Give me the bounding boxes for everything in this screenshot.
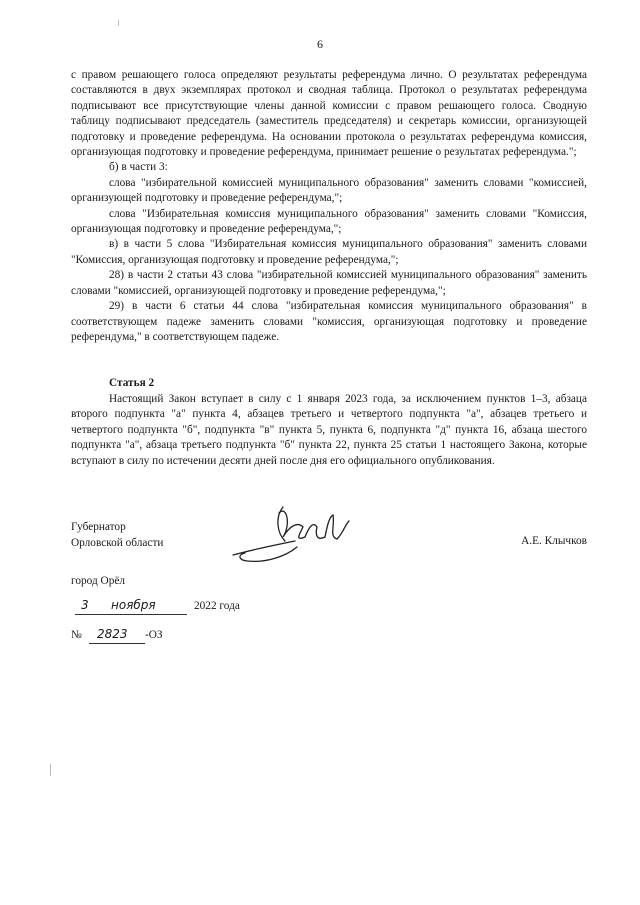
handwritten-signature — [225, 497, 365, 577]
paragraph: слова "Избирательная комиссия муниципального образования" заменить словами "Комиссия, организующая подготовку и проведение референдума,"; — [71, 207, 587, 236]
signatory-title-line: Губернатор — [71, 521, 126, 533]
signatory-title — [71, 519, 163, 551]
paragraph: 28) в части 2 статьи 43 слова "избирательной комиссией муниципального образования" заменить словами "комиссией, организующей подготовку и проведение референдума,"; — [71, 269, 587, 297]
margin-mark — [118, 20, 119, 26]
date-month: ноября — [111, 598, 156, 612]
number-suffix: -ОЗ — [145, 629, 163, 641]
date-year: 2022 года — [194, 600, 240, 612]
paragraph: слова "избирательной комиссией муниципального образования" заменить словами "комиссией, организующей подготовку и проведение референдума,"; — [71, 176, 587, 205]
signatory-name: А.Е. Клычков — [521, 535, 587, 547]
paragraph: 29) в части 6 статьи 44 слова "избирательная комиссия муниципального образования" в соответствующем падеже заменить словами "комиссия, организующая подготовку и проведение референдума," в соответствующем падеже. — [71, 300, 587, 343]
signatory-title-line: Орловской области — [71, 537, 164, 549]
number-value: 2823 — [97, 627, 128, 641]
number-prefix: № — [71, 629, 82, 641]
paragraph: в) в части 5 слова "Избирательная комиссия муниципального образования" заменить словами "Комиссия, организующая подготовку и проведение референдума,"; — [71, 238, 587, 266]
city: город Орёл — [71, 575, 126, 587]
body-text — [71, 68, 587, 345]
page-number: 6 — [317, 37, 323, 51]
article-body: Настоящий Закон вступает в силу с 1 января 2023 года, за исключением пунктов 1–3, абзаца второго подпункта "а" пункта 4, абзацев третьего и четвертого подпункта "а", абзацев третьего и четвертого подпункта "б", подпункта "в" пункта 5, пункта 6, подпункта "д" пункта 16, абзаца шестого подпункта "а", абзаца третьего подпункта "б" пункта 22, пункта 25 статьи 1 настоящего Закона, которые вступают в силу по истечении десяти дней после дня его официального опубликования. — [71, 393, 587, 467]
article-title: Статья 2 — [109, 377, 155, 389]
paragraph: с правом решающего голоса определяют результаты референдума лично. О результатах референдума составляются в двух экземплярах протокол и сводная таблица. Протокол о результатах референдума подписывают все присутствующие члены данной комиссии с правом решающего голоса. Сводную таблицу подписывают председатель (заместитель председателя) и секретарь комиссии, организующей подготовку и проведение референдума. На основании протокола о результатах референдума комиссия, организующая подготовку и проведение референдума, принимает решение о результатах референдума."; — [71, 69, 587, 159]
number-underline — [89, 643, 145, 644]
paragraph: б) в части 3: — [109, 161, 168, 174]
date-underline — [75, 614, 187, 615]
date-day: 3 — [81, 598, 89, 612]
margin-mark — [50, 764, 51, 776]
